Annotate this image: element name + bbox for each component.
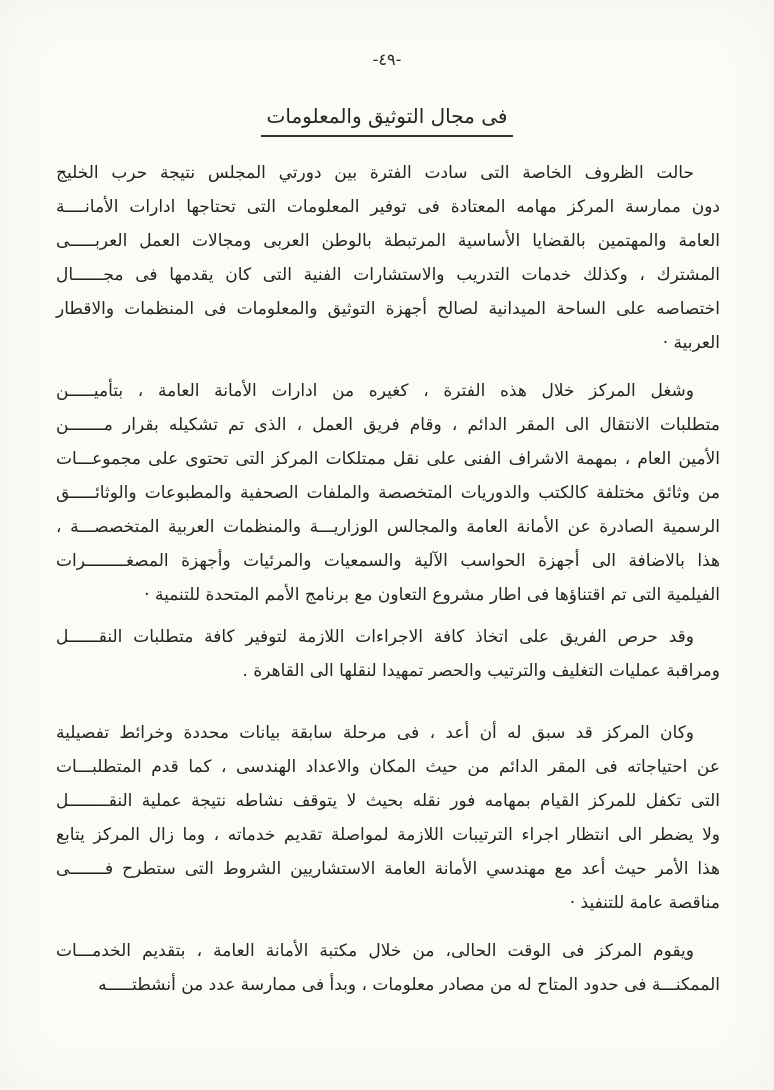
paragraph [56, 716, 720, 920]
paragraph [56, 934, 720, 1002]
text-line: هذا الأمر حيث أعد مع مهندسي الأمانة العامة الاستشاريين الشروط التى ستطرح فـــــــى [56, 859, 720, 879]
text-line: ولا يضطر الى انتظار اجراء الترتيبات اللازمة لمواصلة تقديم خدماته ، وما زال المركز يتابع [56, 825, 720, 845]
heading-wrap [0, 104, 774, 137]
text-line: متطلبات الانتقال الى المقر الدائم ، وقام فريق العمل ، الذى تم تشكيله بقرار مـــــــن [56, 415, 720, 435]
text-line: ومراقبة عمليات التغليف والترتيب والحصر تمهيدا لنقلها الى القاهرة . [242, 661, 720, 681]
text-line: المشترك ، وكذلك خدمات التدريب والاستشارات الفنية التى كان يقدمها فى مجــــــال [56, 265, 720, 285]
text-line: وقد حرص الفريق على اتخاذ كافة الاجراءات اللازمة لتوفير كافة متطلبات النقــــــل [56, 627, 694, 647]
text-line: وشغل المركز خلال هذه الفترة ، كغيره من ادارات الأمانة العامة ، بتأميـــــن [56, 381, 694, 401]
text-line: الممكنـــة فى حدود المتاح له من مصادر معلومات ، وبدأ فى ممارسة عدد من أنشطتـــــه [98, 975, 720, 995]
text-line: عن احتياجاته فى المقر الدائم من حيث المكان والاعداد الهندسى ، كما قدم المتطلبـــات [56, 757, 720, 777]
text-line: الرسمية الصادرة عن الأمانة العامة والمجالس الوزاريـــة والمنظمات العربية المتخصصـــة ، [56, 517, 720, 537]
text-line: التى تكفل للمركز القيام بمهامه فور نقله بحيث لا يتوقف نشاطه نتيجة عملية النقــــــــل [56, 791, 720, 811]
text-line: العربية · [662, 333, 720, 353]
text-line: دون ممارسة المركز مهامه المعتادة فى توفير المعلومات التى تحتاجها ادارات الأمانــــة [56, 197, 720, 217]
text-line: مناقصة عامة للتنفيذ · [569, 893, 720, 913]
text-line: العامة والمهتمين بالقضايا الأساسية المرتبطة بالوطن العربى ومجالات العمل العربـــــى [56, 231, 720, 251]
text-line: الفيلمية التى تم اقتناؤها فى اطار مشروع التعاون مع برنامج الأمم المتحدة للتنمية · [144, 585, 720, 605]
text-line: اختصاصه على الساحة الميدانية لصالح أجهزة التوثيق والمعلومات فى المنظمات والاقطار [56, 299, 720, 319]
text-line: الأمين العام ، بمهمة الاشراف الفنى على نقل ممتلكات المركز التى تحتوى على مجموعـــات [56, 449, 720, 469]
text-line: ويقوم المركز فى الوقت الحالى، من خلال مكتبة الأمانة العامة ، بتقديم الخدمـــات [56, 941, 694, 961]
text-line: وكان المركز قد سبق له أن أعد ، فى مرحلة سابقة بيانات محددة وخرائط تفصيلية [56, 723, 694, 743]
page-body [56, 156, 720, 1014]
page-title: فى مجال التوثيق والمعلومات [261, 104, 514, 137]
paragraph [56, 620, 720, 688]
page-number: -٤٩- [372, 50, 402, 69]
paragraph [56, 374, 720, 612]
text-line: من وثائق مختلفة كالكتب والدوريات المتخصصة والملفات الصحفية والمطبوعات والوثائـــــق [56, 483, 720, 503]
text-line: هذا بالاضافة الى أجهزة الحواسب الآلية والسمعيات والمرئيات وأجهزة المصغــــــــرات [56, 551, 720, 571]
paragraph [56, 156, 720, 360]
text-line: حالت الظروف الخاصة التى سادت الفترة بين دورتي المجلس نتيجة حرب الخليج [56, 163, 694, 183]
